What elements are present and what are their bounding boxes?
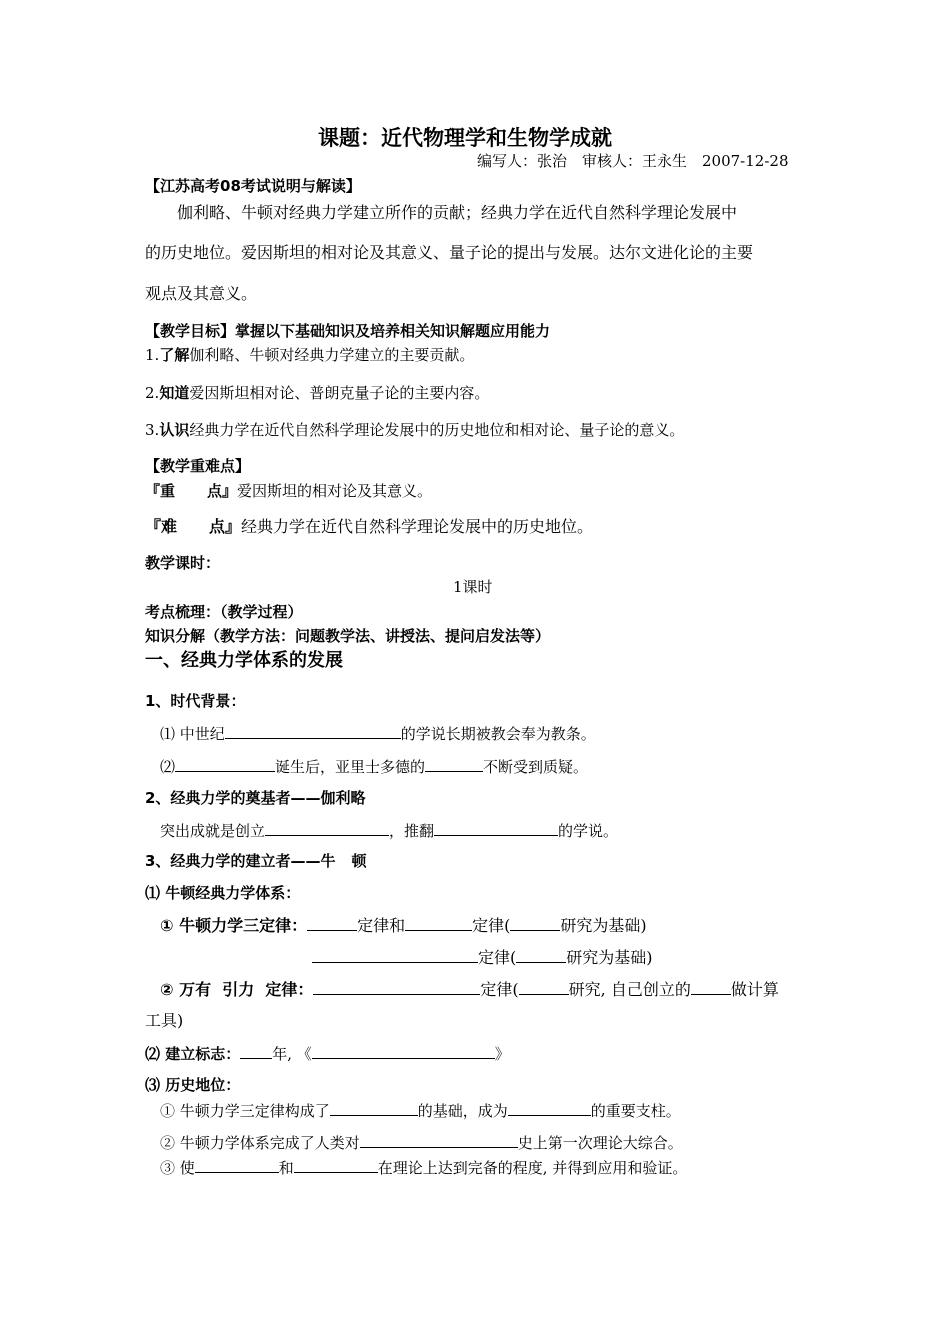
law1-post: 研究为基础) [560, 916, 647, 935]
process-line-1: 考点梳理：（教学过程） [145, 603, 303, 621]
fill-2a-mid: ，推翻 [389, 822, 435, 840]
goal-1-text: 伽利略、牛顿对经典力学建立的主要贡献。 [189, 346, 475, 364]
goal-2-text: 爱因斯坦相对论、普朗克量子论的主要内容。 [189, 384, 490, 402]
newton-system-heading: ⑴ 牛顿经典力学体系： [145, 884, 301, 902]
historical-3-mid: 和 [278, 1159, 294, 1177]
exam-para-line-3: 观点及其意义。 [145, 284, 258, 303]
goal-3-number: 3. [145, 421, 160, 439]
author-line: 编写人：张治 审核人：王永生 2007-12-28 [477, 152, 789, 170]
blank-law1-3[interactable] [510, 915, 560, 931]
blank-h3-2[interactable] [294, 1157, 378, 1173]
fill-line-2a [160, 820, 618, 841]
fill-2a-pre: 突出成就是创立 [160, 822, 266, 840]
fill-1b-mid: 诞生后，亚里士多德的 [275, 758, 426, 776]
gravitation-law-label: ② 万有 引力 定律： [160, 980, 314, 999]
historical-2 [160, 1132, 683, 1153]
hours-value: 1课时 [453, 578, 493, 596]
historical-3-post: 在理论上达到完备的程度, 并得到应用和验证。 [377, 1159, 688, 1177]
blank-law1-1[interactable] [307, 915, 357, 931]
subsection-3-heading-b: 顿 [351, 852, 367, 870]
gravitation-law-cont: 工具) [145, 1011, 184, 1030]
subsection-3-heading [145, 851, 366, 871]
blank-law2-2[interactable] [519, 979, 569, 995]
fill-1b-post: 不断受到质疑。 [483, 758, 589, 776]
goals-heading: 【教学目标】掌握以下基础知识及培养相关知识解题应用能力 [145, 322, 551, 340]
establishment-mark [145, 1043, 510, 1064]
keypoint-1-label-a: 『重 [145, 482, 176, 500]
blank-law1b-2[interactable] [516, 947, 566, 963]
keypoint-2-label-b: 点』 [209, 517, 242, 536]
blank-2a-1[interactable] [265, 820, 389, 836]
law1-mid-2: 定律( [472, 916, 511, 935]
goal-2-keyword: 知道 [159, 384, 190, 402]
subsection-1-heading: 1、时代背景： [145, 692, 246, 710]
process-line-2: 知识分解（教学方法：问题教学法、讲授法、提问启发法等） [145, 627, 551, 645]
blank-h1-2[interactable] [508, 1100, 591, 1116]
fill-1a-pre: ⑴ 中世纪 [160, 725, 225, 743]
keypoint-1-label-b: 点』 [207, 482, 238, 500]
goal-1-keyword: 了解 [159, 346, 190, 364]
goal-3-text: 经典力学在近代自然科学理论发展中的历史地位和相对论、量子论的意义。 [189, 421, 685, 439]
historical-2-pre: ② 牛顿力学体系完成了人类对 [160, 1134, 360, 1152]
historical-3-pre: ③ 使 [160, 1159, 195, 1177]
blank-book[interactable] [312, 1043, 495, 1059]
newton-law-1 [160, 915, 647, 936]
fill-1b-pre: ⑵ [160, 758, 176, 776]
subsection-2-heading: 2、经典力学的奠基者——伽利略 [145, 789, 366, 807]
newton-law-1-label: ① 牛顿力学三定律： [160, 916, 308, 935]
section-1-heading: 一、经典力学体系的发展 [145, 650, 343, 671]
historical-1 [160, 1100, 681, 1121]
keypoint-2-label-a: 『难 [145, 517, 178, 536]
blank-1b-1[interactable] [175, 756, 275, 772]
subsection-3-heading-a: 3、经典力学的建立者——牛 [145, 852, 336, 870]
goal-1 [145, 345, 474, 365]
page-title: 课题：近代物理学和生物学成就 [318, 126, 612, 150]
law2-mid-2: 研究, 自己创立的 [568, 980, 691, 999]
historical-1-pre: ① 牛顿力学三定律构成了 [160, 1102, 330, 1120]
keypoint-1 [145, 481, 432, 501]
goal-3-keyword: 认识 [159, 421, 190, 439]
fill-2a-post: 的学说。 [558, 822, 619, 840]
historical-status-heading: ⑶ 历史地位： [145, 1076, 241, 1094]
exam-para-line-2: 的历史地位。爱因斯坦的相对论及其意义、量子论的提出与发展。达尔文进化论的主要 [145, 243, 754, 262]
historical-1-post: 的重要支柱。 [590, 1102, 681, 1120]
fill-line-1a [160, 723, 596, 744]
historical-2-post: 史上第一次理论大综合。 [517, 1134, 683, 1152]
historical-3 [160, 1157, 687, 1178]
blank-1a[interactable] [225, 723, 401, 739]
establishment-label: ⑵ 建立标志： [145, 1045, 241, 1063]
goal-3 [145, 420, 684, 440]
blank-law2-3[interactable] [691, 979, 731, 995]
keypoint-1-text: 爱因斯坦的相对论及其意义。 [237, 482, 433, 500]
blank-law1b-1[interactable] [312, 947, 478, 963]
keypoints-heading: 【教学重难点】 [145, 457, 251, 475]
goal-2-number: 2. [145, 384, 160, 402]
blank-h1-1[interactable] [330, 1100, 418, 1116]
goal-1-number: 1. [145, 346, 160, 364]
law2-post: 做计算 [730, 980, 779, 999]
keypoint-2-text: 经典力学在近代自然科学理论发展中的历史地位。 [241, 517, 594, 536]
law1-mid-1: 定律和 [357, 916, 406, 935]
blank-h2[interactable] [360, 1132, 518, 1148]
historical-1-mid: 的基础，成为 [417, 1102, 508, 1120]
keypoint-2 [145, 517, 593, 537]
fill-line-1b [160, 756, 588, 777]
law1b-mid: 定律( [478, 948, 517, 967]
newton-law-1b [312, 947, 653, 968]
blank-1b-2[interactable] [425, 756, 483, 772]
exam-para-line-1: 伽利略、牛顿对经典力学建立所作的贡献；经典力学在近代自然科学理论发展中 [177, 203, 738, 222]
law1b-post: 研究为基础) [566, 948, 653, 967]
gravitation-law [160, 979, 779, 1000]
blank-year[interactable] [240, 1043, 272, 1059]
establishment-mid: 年, 《 [272, 1045, 312, 1063]
exam-heading: 【江苏高考08考试说明与解读】 [145, 177, 361, 195]
blank-2a-2[interactable] [434, 820, 558, 836]
fill-1a-post: 的学说长期被教会奉为教条。 [400, 725, 596, 743]
blank-law1-2[interactable] [405, 915, 472, 931]
law2-mid: 定律( [480, 980, 519, 999]
hours-label: 教学课时： [145, 554, 221, 572]
goal-2 [145, 383, 489, 403]
establishment-post: 》 [494, 1045, 510, 1063]
blank-h3-1[interactable] [195, 1157, 279, 1173]
blank-law2-1[interactable] [313, 979, 480, 995]
